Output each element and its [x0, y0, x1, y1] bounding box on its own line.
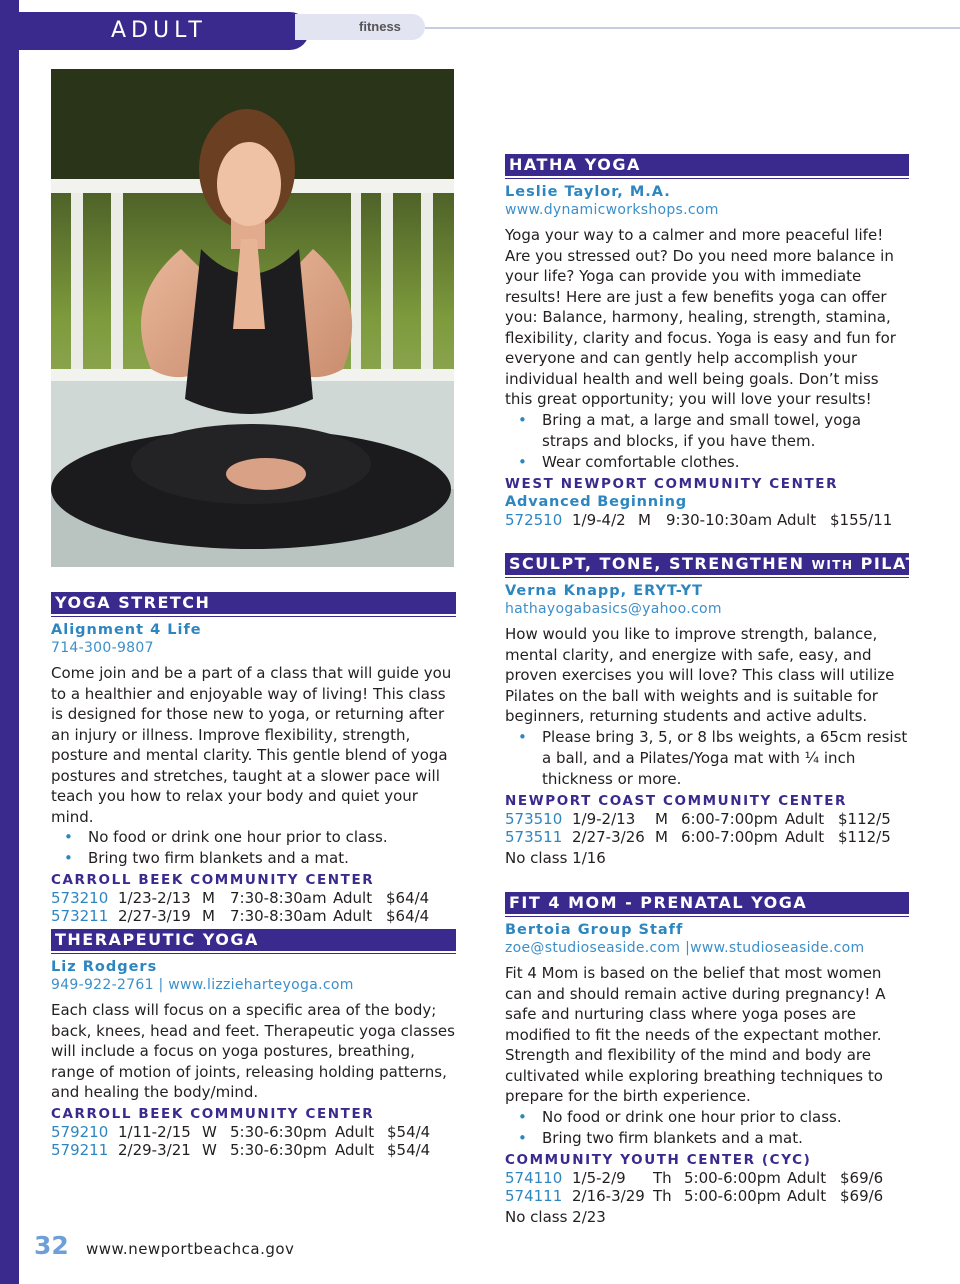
hatha-yoga-title: HATHA YOGA: [505, 154, 909, 176]
session-day: W: [202, 1122, 217, 1141]
session-day: M: [655, 809, 668, 828]
fit4mom-section: [505, 892, 909, 1227]
instructor-name: Leslie Taylor, M.A.: [505, 184, 671, 200]
course-code[interactable]: 573511: [505, 827, 563, 846]
session-age: Adult: [785, 827, 825, 846]
contact-email[interactable]: hathayogabasics@yahoo.com: [505, 601, 722, 617]
session-dates: 1/5-2/9: [572, 1168, 626, 1187]
course-code[interactable]: 572510: [505, 510, 563, 529]
session-time: 6:00-7:00pm: [681, 809, 778, 828]
bullet-list: [505, 410, 909, 473]
session-fee: $54/4: [387, 1140, 431, 1159]
course-code[interactable]: 579210: [51, 1122, 109, 1141]
instructor-name: Bertoia Group Staff: [505, 922, 684, 938]
course-code[interactable]: 574111: [505, 1186, 563, 1205]
session-time: 6:00-7:00pm: [681, 827, 778, 846]
session-row: [505, 810, 909, 828]
list-item: • Bring a mat, a large and small towel, yoga straps and blocks, if you have them.: [505, 410, 909, 452]
session-age: Adult: [777, 510, 817, 529]
category-label: fitness: [359, 19, 401, 34]
session-dates: 2/27-3/19: [118, 907, 191, 925]
session-day: Th: [653, 1186, 672, 1205]
location-name: CARROLL BEEK COMMUNITY CENTER: [51, 1105, 375, 1122]
class-description: Yoga your way to a calmer and more peaceful life! Are you stressed out? Do you need more balance in your life? Yoga can provide you with immediate results! Here are just a few benefits yoga can offer you: Balance, harmony, healing, strength, stamina, flexibility, clarity and focus. Yoga is easy and fun for everyone and can gently help accomplish your individual health and well being goals. Don’t miss this great opportunity; you will love your results!: [505, 226, 896, 408]
instructor-name: Alignment 4 Life: [51, 622, 202, 638]
class-description: Fit 4 Mom is based on the belief that most women can and should remain active during pregnancy! A safe and nurturing class where yoga poses are modified to fit the needs of the expectant mother. Strength and flexibility of the mind and body are cultivated while exploring breathing techniques to prepare for the birth experience.: [505, 964, 886, 1105]
list-item: • Bring two firm blankets and a mat.: [505, 1128, 909, 1149]
course-code[interactable]: 573510: [505, 809, 563, 828]
session-row: [51, 907, 456, 925]
therapeutic-yoga-title: THERAPEUTIC YOGA: [51, 929, 456, 951]
instructor-name: Liz Rodgers: [51, 959, 158, 975]
session-fee: $69/6: [840, 1168, 884, 1187]
session-age: Adult: [787, 1186, 827, 1205]
session-row: [51, 1141, 456, 1159]
session-age: Adult: [787, 1168, 827, 1187]
session-age: Adult: [785, 809, 825, 828]
session-age: Adult: [333, 907, 373, 925]
session-fee: $64/4: [386, 907, 430, 925]
class-description: Each class will focus on a specific area of the body; back, knees, head and feet. Therapeutic yoga classes will include a focus on yoga postures, breathing, range of motion of joints, releasing holding patterns, and healing the body/mind.: [51, 1001, 455, 1101]
location-name: COMMUNITY YOUTH CENTER (CYC): [505, 1151, 812, 1168]
session-time: 5:00-6:00pm: [684, 1168, 781, 1187]
session-fee: $54/4: [387, 1122, 431, 1141]
bullet-list: [505, 727, 909, 790]
pilates-section: [505, 553, 944, 868]
session-row: [505, 1187, 909, 1205]
session-row: [505, 511, 909, 529]
bullet-list: [505, 1107, 909, 1149]
contact-phone[interactable]: 714-300-9807: [51, 640, 154, 656]
bullet-list: [51, 827, 456, 869]
session-age: Adult: [335, 1140, 375, 1159]
list-item: • Wear comfortable clothes.: [505, 452, 909, 473]
session-dates: 2/29-3/21: [118, 1140, 191, 1159]
class-description: Come join and be a part of a class that will guide you to a healthier and enjoyable way of living! This class is designed for those new to yoga, or returning after an injury or illness. Improve flexibility, strength, posture and mental clarity. This gentle blend of yoga postures and stretches, taught at a slower pace will teach you how to relax your body and quiet your mind.: [51, 664, 452, 826]
session-time: 5:30-6:30pm: [230, 1140, 327, 1159]
session-day: Th: [653, 1168, 672, 1187]
yoga-photo: [51, 69, 454, 567]
schedule-note: No class 1/16: [505, 848, 606, 867]
session-time: 9:30-10:30am: [666, 510, 773, 529]
session-time: 5:00-6:00pm: [684, 1186, 781, 1205]
course-code[interactable]: 579211: [51, 1140, 109, 1159]
class-level: Advanced Beginning: [505, 493, 687, 510]
session-fee: $64/4: [386, 889, 430, 907]
section-label: ADULT: [111, 18, 207, 43]
pilates-title-main: SCULPT, TONE, STRENGTHEN: [509, 554, 812, 573]
list-item: • Bring two firm blankets and a mat.: [51, 848, 456, 869]
course-code[interactable]: 573210: [51, 889, 109, 907]
session-row: [51, 1123, 456, 1141]
session-dates: 1/11-2/15: [118, 1122, 191, 1141]
instructor-name: Verna Knapp, ERYT-YT: [505, 583, 704, 599]
category-tab-fitness: [295, 14, 425, 40]
session-row: [51, 889, 456, 907]
page-number: 32: [34, 1231, 69, 1260]
session-fee: $112/5: [838, 809, 891, 828]
session-row: [505, 828, 909, 846]
session-day: M: [202, 907, 215, 925]
contact-website[interactable]: www.dynamicworkshops.com: [505, 202, 719, 218]
contact-info[interactable]: zoe@studioseaside.com |www.studioseaside.com: [505, 940, 865, 956]
class-description: How would you like to improve strength, balance, mental clarity, and energize with safe, easy, and proven exercises you will love? This class will utilize Pilates on the ball with weights and is suitable for beginners, returning students and active adults.: [505, 625, 895, 725]
section-tab-adult: [19, 12, 309, 50]
location-name: CARROLL BEEK COMMUNITY CENTER: [51, 872, 375, 888]
session-day: M: [655, 827, 668, 846]
session-time: 5:30-6:30pm: [230, 1122, 327, 1141]
location-name: NEWPORT COAST COMMUNITY CENTER: [505, 792, 848, 809]
pilates-title-end: PILATES: [853, 554, 944, 573]
course-code[interactable]: 574110: [505, 1168, 563, 1187]
session-dates: 1/9-2/13: [572, 809, 636, 828]
course-code[interactable]: 573211: [51, 907, 109, 925]
list-item: • Please bring 3, 5, or 8 lbs weights, a 65cm resist a ball, and a Pilates/Yoga mat with ¼ inch thickness or more.: [505, 727, 909, 790]
list-item: • No food or drink one hour prior to class.: [51, 827, 456, 848]
session-fee: $112/5: [838, 827, 891, 846]
session-fee: $155/11: [830, 510, 893, 529]
yoga-stretch-section: [51, 592, 456, 925]
session-day: M: [202, 889, 215, 907]
pilates-title-with: WITH: [811, 558, 854, 572]
session-dates: 1/9-4/2: [572, 510, 626, 529]
session-fee: $69/6: [840, 1186, 884, 1205]
session-day: M: [638, 510, 651, 529]
session-time: 7:30-8:30am: [230, 907, 327, 925]
footer-website-link[interactable]: www.newportbeachca.gov: [86, 1240, 295, 1258]
yoga-stretch-title: YOGA STRETCH: [51, 592, 456, 614]
left-sidebar-bar: [0, 0, 19, 1284]
fit4mom-title: FIT 4 MOM - PRENATAL YOGA: [505, 892, 909, 914]
session-dates: 1/23-2/13: [118, 889, 191, 907]
list-item: • No food or drink one hour prior to class.: [505, 1107, 909, 1128]
therapeutic-yoga-section: [51, 929, 456, 1159]
header-rule: [425, 27, 960, 29]
session-age: Adult: [333, 889, 373, 907]
location-name: WEST NEWPORT COMMUNITY CENTER: [505, 475, 839, 492]
session-time: 7:30-8:30am: [230, 889, 327, 907]
session-dates: 2/27-3/26: [572, 827, 645, 846]
session-day: W: [202, 1140, 217, 1159]
pilates-title: [505, 553, 944, 575]
schedule-note: No class 2/23: [505, 1207, 606, 1226]
session-dates: 2/16-3/29: [572, 1186, 645, 1205]
session-age: Adult: [335, 1122, 375, 1141]
contact-info[interactable]: 949-922-2761 | www.lizzieharteyoga.com: [51, 977, 354, 993]
hatha-yoga-section: [505, 154, 909, 529]
session-row: [505, 1169, 909, 1187]
